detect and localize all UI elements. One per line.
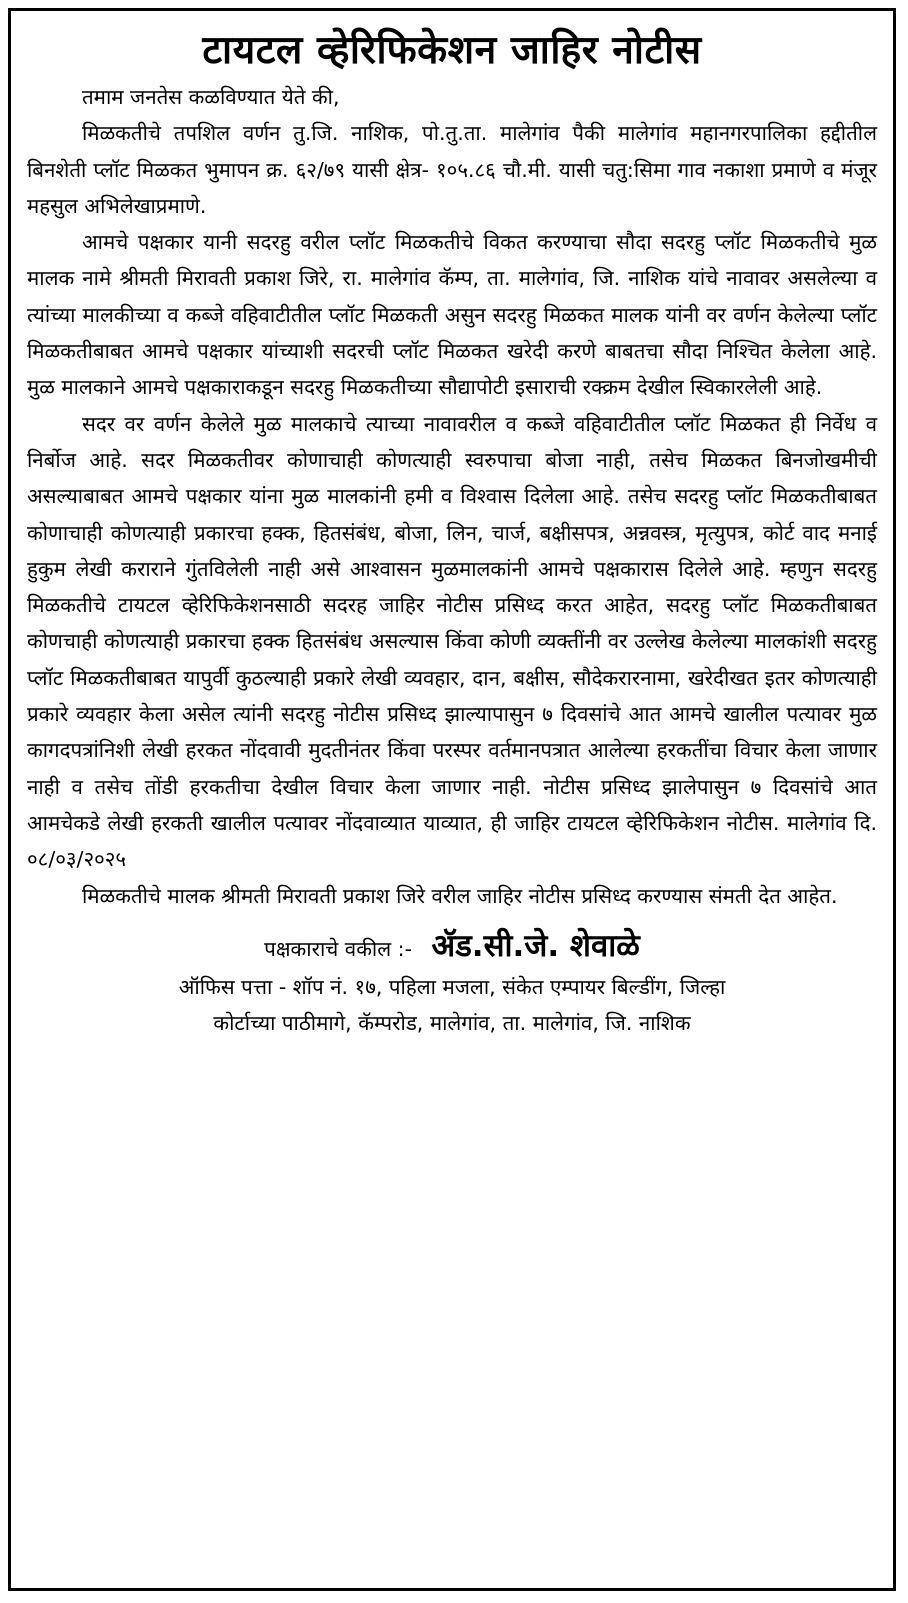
advocate-name: ॲड.सी.जे. शेवाळे xyxy=(431,927,640,964)
office-address-line-2: कोर्टाच्या पाठीमागे, कॅम्परोड, मालेगांव, ता. मालेगांव, जि. नाशिक xyxy=(213,1010,691,1035)
paragraph-property-description: मिळकतीचे तपशिल वर्णन तु.जि. नाशिक, पो.तु.ता. मालेगांव पैकी मालेगांव महानगरपालिका हद्दीतील बिनशेती प्लॉट मिळकत भुमापन क्र. ६२/७९ यासी क्षेत्र- १०५.८६ चौ.मी. यासी चतु:सिमा गाव नकाशा प्रमाणे व मंजूर महसुल अभिलेखाप्रमाणे. xyxy=(27,121,877,218)
signature-block xyxy=(27,926,877,969)
notice-box xyxy=(8,8,896,1591)
office-address-line-1: ऑफिस पत्ता - शॉप नं. १७, पहिला मजला, संकेत एम्पायर बिल्डींग, जिल्हा xyxy=(178,974,726,999)
paragraph-owner-consent: मिळकतीचे मालक श्रीमती मिरावती प्रकाश जिरे वरील जाहिर नोटीस प्रसिध्द करण्यास संमती देत आहेत. xyxy=(82,883,838,908)
paragraph-objections: सदर वर वर्णन केलेले मुळ मालकाचे त्याच्या नावावरील व कब्जे वहिवाटीतील प्लॉट मिळकत ही निर्वेध व निर्बोज आहे. सदर मिळकतीवर कोणाचाही कोणत्याही स्वरुपाचा बोजा नाही, तसेच मिळकत बिनजोखमीची असल्याबाबत आमचे पक्षकार यांना मुळ मालकांनी हमी व विश्वास दिलेला आहे. तसेच सदरहु प्लॉट मिळकतीबाबत कोणाचाही कोणत्याही प्रकारचा हक्क, हितसंबंध, बोजा, लिन, चार्ज, बक्षीसपत्र, अन्नवस्त्र, मृत्युपत्र, कोर्ट वाद मनाई हुकुम लेखी कराराने गुंतविलेली नाही असे आश्वासन मुळमालकांनी आमचे पक्षकारास दिलेले आहे. म्हणुन सदरहु मिळकतीचे टायटल व्हेरिफिकेशनसाठी सदरह जाहिर नोटीस प्रसिध्द करत आहेत, सदरहु प्लॉट मिळकतीबाबत कोणचाही कोणत्याही प्रकारचा हक्क हितसंबंध असल्यास किंवा कोणी व्यक्तींनी वर उल्लेख केलेल्या मालकांशी सदरहु प्लॉट मिळकतीबाबत यापुर्वी कुठल्याही प्रकारे लेखी व्यवहार, दान, बक्षीस, सौदेकरारनामा, खरेदीखत इतर कोणत्याही प्रकारे व्यवहार केला असेल त्यांनी सदरहु नोटीस प्रसिध्द झाल्यापासुन ७ दिवसांचे आत आमचे खालील पत्यावर मुळ कागदपत्रांनिशी लेखी हरकत नोंदवावी मुदतीनंतर किंवा परस्पर वर्तमानपत्रात आलेल्या हरकतींचा विचार केला जाणार नाही व तसेच तोंडी हरकतीचा देखील विचार केला जाणार नाही. नोटीस प्रसिध्द झालेपासुन ७ दिवसांचे आत आमचेकडे लेखी हरकती खालील पत्यावर नोंदवाव्यात याव्यात, ही जाहिर टायटल व्हेरिफिकेशन नोटीस. मालेगांव दि. ०८/०३/२०२५ xyxy=(27,411,877,872)
greeting-line: तमाम जनतेस कळविण्यात येते की, xyxy=(82,85,340,109)
signature-label: पक्षकाराचे वकील :- xyxy=(264,936,412,961)
paragraph-sale-agreement: आमचे पक्षकार यानी सदरहु वरील प्लॉट मिळकतीचे विकत करण्याचा सौदा सदरहु प्लॉट मिळकतीचे मुळ मालक नामे श्रीमती मिरावती प्रकाश जिरे, रा. मालेगांव कॅम्प, ता. मालेगांव, जि. नाशिक यांचे नावावर असलेल्या व त्यांच्या मालकीच्या व कब्जे वहिवाटीतील प्लॉट मिळकती असुन सदरहु मिळकत मालक यांनी वर वर्णन केलेल्या प्लॉट मिळकतीबाबत आमचे पक्षकार यांच्याशी सदरची प्लॉट मिळकत खरेदी करणे बाबतचा सौदा निश्चित केलेला आहे. मुळ मालकाने आमचे पक्षकाराकडून सदरहु मिळकतीच्या सौद्यापोटी इसाराची रक्क्रम देखील स्विकारलेली आहे. xyxy=(27,230,877,400)
notice-title: टायटल व्हेरिफिकेशन जाहिर नोटीस xyxy=(202,28,702,73)
